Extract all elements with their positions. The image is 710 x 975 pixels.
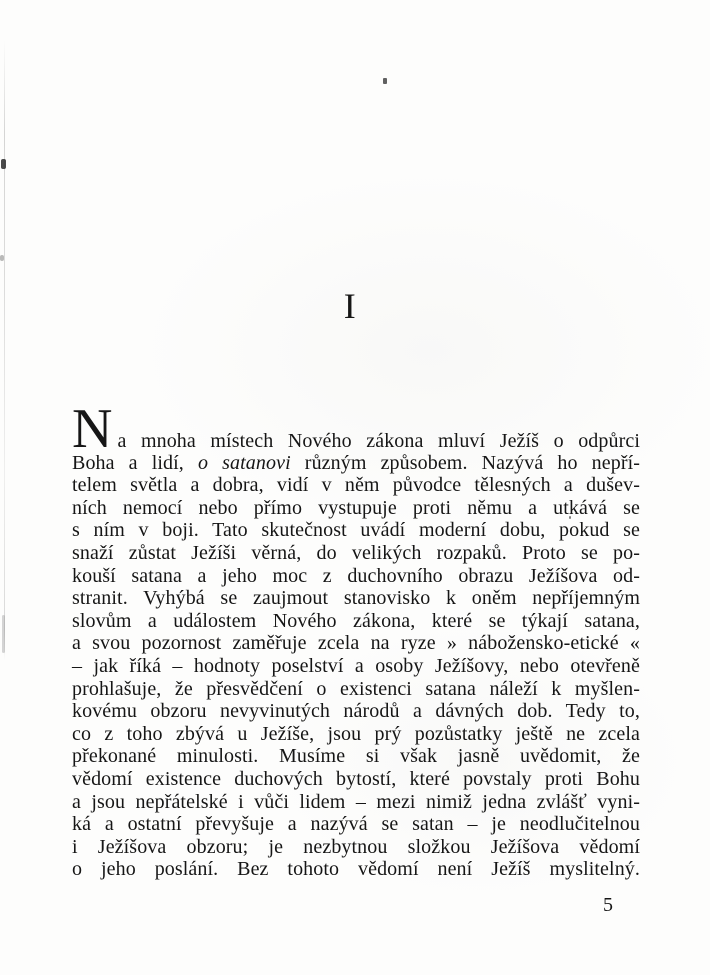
text-segment: – jak říká – hodnoty poselství a osoby Ježíšovy, nebo otevřeně [72,654,640,677]
text-segment: snaží zůstat Ježíši věrná, do velikých rozpaků. Proto se po- [72,541,640,564]
text-segment: Boha a lidí, [72,451,198,474]
text-segment: co z toho zbývá u Ježíše, jsou prý pozůstatky ještě ne zcela [72,722,640,745]
text-segment: kouší satana a jeho moc z duchovního obrazu Ježíšova od- [72,564,640,587]
scan-speck [383,78,387,84]
scan-smudge [2,615,5,653]
scan-speck [0,255,4,261]
paragraph-initial: N [72,398,113,460]
text-line [72,587,640,610]
text-segment: slovům a událostem Nového zákona, které se týkají satana, [72,609,640,632]
text-line [72,474,640,497]
italic-text-segment: o satanovi [197,451,291,474]
text-line [72,452,640,475]
scan-speck [1,159,6,169]
text-segment: a svou pozornost zaměřuje zcela na ryze » nábožensko-etické « [72,632,640,655]
scan-edge-line [4,40,5,660]
text-line [72,542,640,565]
text-line [72,768,640,791]
text-segment: telem světla a dobra, vidí v něm původce tělesných a dušev- [72,474,640,497]
text-segment: vědomí existence duchových bytostí, které povstaly proti Bohu [72,767,640,790]
text-line [72,632,640,655]
text-line [72,700,640,723]
text-segment: ká a ostatní převyšuje a nazývá se satan – je neodlučitelnou [72,813,640,836]
page-number: 5 [603,894,613,916]
chapter-numeral: I [343,286,357,326]
text-segment: stranit. Vyhýbá se zaujmout stanovisko k oněm nepříjemným [72,587,640,610]
text-segment: o jeho poslání. Bez tohoto vědomí není Ježíš myslitelný. [72,858,640,881]
text-line [72,678,640,701]
text-line [72,398,640,460]
text-line [72,858,640,881]
text-segment: i Ježíšova obzoru; je nezbytnou složkou Ježíšova vědomí [72,835,640,858]
text-segment: s ním v boji. Tato skutečnost uvádí moderní dobu, pokud se [72,519,640,542]
text-line [72,519,640,542]
text-line [72,723,640,746]
text-segment: kovému obzoru nevyvinutých národů a dávných dob. Tedy to, [72,700,640,723]
text-line [72,745,640,768]
text-segment: ních nemocí nebo přímo vystupuje proti němu a utkává se [72,496,640,519]
text-segment: překonané minulosti. Musíme si však jasně uvědomit, že [72,745,640,768]
text-segment: různým způsobem. Nazývá ho nepří- [290,451,640,474]
text-line [72,836,640,859]
text-segment: a jsou nepřátelské i vůči lidem – mezi nimiž jedna zvlášť vyni- [72,790,640,813]
text-line [72,655,640,678]
text-line [72,610,640,633]
text-line [72,497,640,520]
text-segment: a mnoha místech Nového zákona mluví Ježíš o odpůrci [117,430,640,452]
text-segment: prohlašuje, že přesvědčení o existenci satana náleží k myšlen- [72,677,640,700]
text-line [72,565,640,588]
text-line [72,813,640,836]
text-line [72,791,640,814]
body-paragraph [72,398,640,881]
